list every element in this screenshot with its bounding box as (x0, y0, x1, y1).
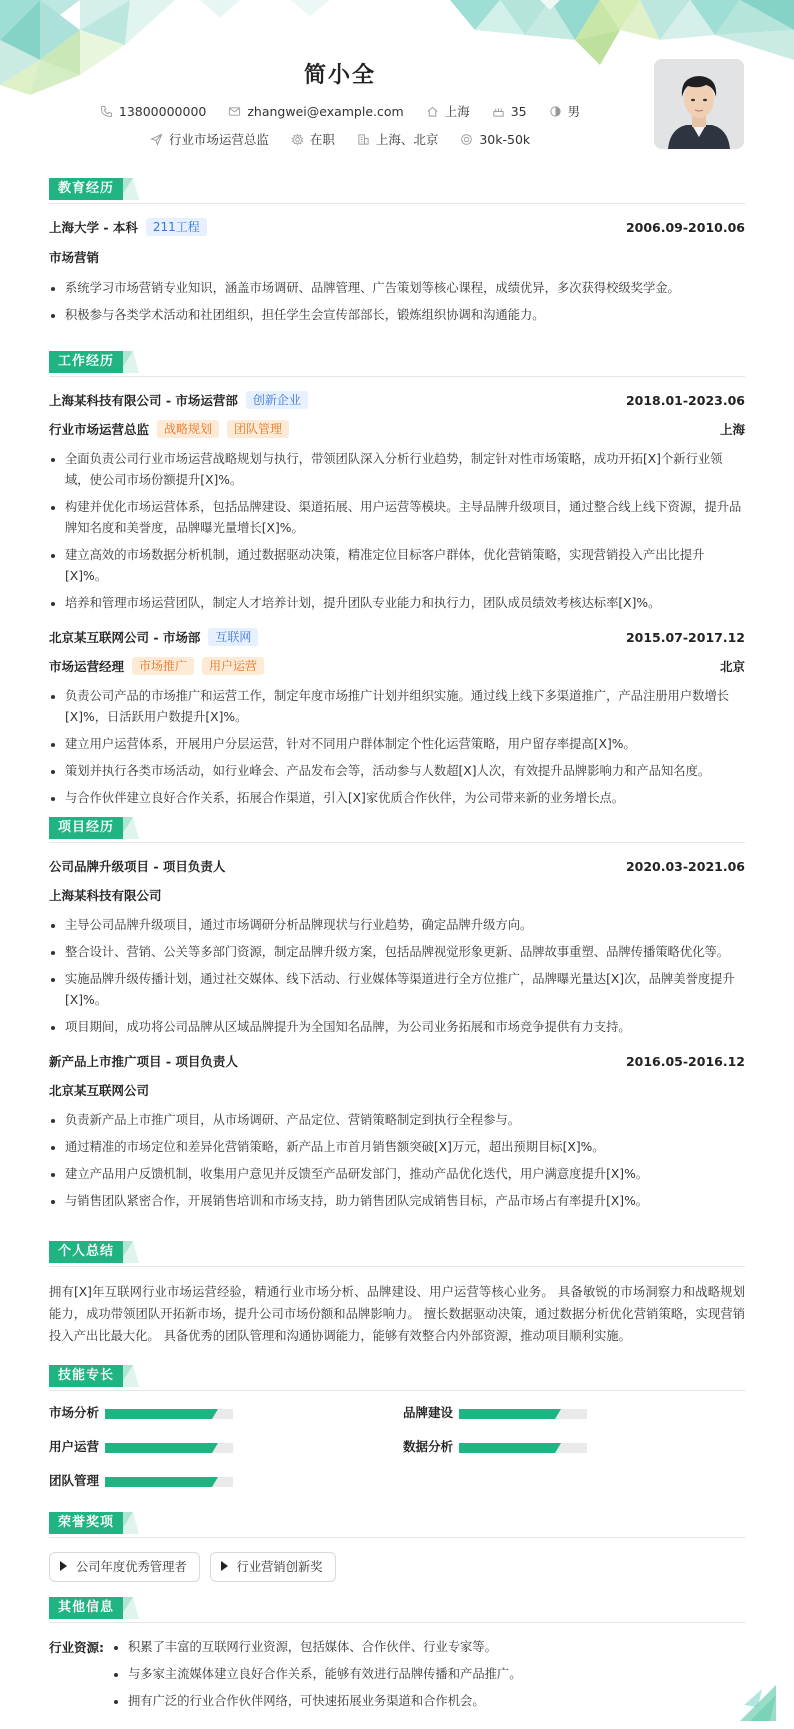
section-title: 项目经历 (49, 817, 123, 839)
project-date: 2020.03-2021.06 (625, 859, 745, 874)
role-tag: 战略规划 (157, 420, 219, 438)
role-row (49, 420, 745, 440)
skill-bar (105, 1443, 233, 1453)
work-location: 北京 (719, 659, 745, 674)
section-header (49, 178, 745, 204)
section-header (49, 1365, 745, 1391)
project-org-row (49, 886, 745, 906)
company-name: 上海某科技有限公司 - 市场运营部 (49, 393, 238, 408)
phone-info (100, 104, 206, 119)
awards-section (49, 1512, 745, 1582)
education-date: 2006.09-2010.06 (625, 220, 745, 235)
other-label: 行业资源: (49, 1640, 104, 1655)
award-name: 行业营销创新奖 (236, 1560, 323, 1574)
major-name: 市场营销 (49, 250, 100, 265)
list-item: 主导公司品牌升级项目，通过市场调研分析品牌现状与行业趋势，确定品牌升级方向。 (49, 915, 745, 936)
other-section (49, 1597, 745, 1707)
work-date: 2015.07-2017.12 (625, 630, 745, 645)
skill-bar (459, 1443, 587, 1453)
awards-list (49, 1552, 745, 1582)
phone-icon (100, 105, 113, 118)
skill-bar-fill (459, 1409, 555, 1419)
company-tag: 创新企业 (246, 391, 308, 409)
skill-bar-tip (212, 1409, 218, 1419)
list-item: 拥有广泛的行业合作伙伴网络，可快速拓展业务渠道和合作机会。 (112, 1691, 742, 1712)
list-item: 积极参与各类学术活动和社团组织，担任学生会宣传部部长，锻炼组织协调和沟通能力。 (49, 305, 745, 326)
work-item (49, 628, 745, 809)
status-text: 在职 (309, 132, 335, 147)
settings-icon (291, 133, 304, 146)
skill-bar (105, 1477, 233, 1487)
section-header (49, 351, 745, 377)
skill-bar-tip (555, 1443, 561, 1453)
section-title-decoration (119, 351, 141, 373)
projects-section (49, 817, 745, 1218)
list-item: 策划并执行各类市场活动，如行业峰会、产品发布会等，活动参与人数超[X]人次，有效提升品牌影响力和产品知名度。 (49, 761, 745, 782)
skill-name: 市场分析 (49, 1405, 100, 1420)
role-tag: 市场推广 (132, 657, 194, 675)
section-title: 荣誉奖项 (49, 1512, 123, 1534)
role-row (49, 657, 745, 677)
company-name: 北京某互联网公司 - 市场部 (49, 630, 201, 645)
other-body (49, 1637, 745, 1721)
skill-item (49, 1403, 99, 1423)
age-text: 35 (510, 104, 527, 119)
role-tag: 用户运营 (202, 657, 264, 675)
education-bullets (49, 278, 745, 326)
section-header (49, 1241, 745, 1267)
section-title-decoration (119, 1597, 141, 1619)
home-icon (426, 105, 439, 118)
list-item: 积累了丰富的互联网行业资源，包括媒体、合作伙伴、行业专家等。 (112, 1637, 742, 1658)
list-item: 负责公司产品的市场推广和运营工作，制定年度市场推广计划并组织实施。通过线上线下多渠道推广，产品注册用户数增长[X]%，日活跃用户数提升[X]%。 (49, 686, 745, 728)
list-item: 全面负责公司行业市场运营战略规划与执行，带领团队深入分析行业趋势，制定针对性市场策略，成功开拓[X]个新行业领域，使公司市场份额提升[X]%。 (49, 449, 745, 491)
skill-bar-fill (105, 1477, 212, 1487)
list-item: 整合设计、营销、公关等多部门资源，制定品牌升级方案，包括品牌视觉形象更新、品牌故事重塑、品牌传播策略优化等。 (49, 942, 745, 963)
work-section (49, 351, 745, 815)
other-bullets (112, 1637, 742, 1718)
contact-row (0, 102, 680, 120)
education-row (49, 218, 745, 238)
skill-bar (459, 1409, 587, 1419)
position-text: 行业市场运营总监 (168, 132, 269, 147)
project-row (49, 1052, 745, 1072)
resume-header (0, 0, 794, 160)
skill-item (403, 1437, 453, 1457)
list-item: 与合作伙伴建立良好合作关系，拓展合作渠道，引入[X]家优质合作伙伴，为公司带来新的业务增长点。 (49, 788, 745, 809)
skill-item (49, 1471, 99, 1491)
skill-bar-tip (212, 1477, 218, 1487)
award-item (49, 1552, 200, 1582)
skill-name: 数据分析 (403, 1439, 454, 1454)
section-title-decoration (119, 1512, 141, 1534)
skill-bar-fill (105, 1409, 212, 1419)
phone-text: 13800000000 (118, 104, 207, 119)
avatar (654, 59, 744, 149)
role-name: 行业市场运营总监 (49, 422, 150, 437)
job-intent-row (0, 130, 680, 148)
section-title-decoration (119, 1365, 141, 1387)
award-name: 公司年度优秀管理者 (76, 1560, 187, 1574)
list-item: 建立产品用户反馈机制，收集用户意见并反馈至产品研发部门，推动产品优化迭代，用户满意度提升[X]%。 (49, 1164, 745, 1185)
section-header (49, 817, 745, 843)
project-item (49, 1052, 745, 1212)
work-bullets (49, 449, 745, 614)
section-title: 工作经历 (49, 351, 123, 373)
project-bullets (49, 915, 745, 1038)
salary-info (460, 132, 530, 147)
company-tag: 互联网 (208, 628, 258, 646)
skill-item (49, 1437, 99, 1457)
skills-section (49, 1365, 745, 1495)
list-item: 实施品牌升级传播计划，通过社交媒体、线下活动、行业媒体等渠道进行全方位推广，品牌曝光量达[X]次，品牌美誉度提升[X]%。 (49, 969, 745, 1011)
city-info (426, 102, 470, 120)
skill-item (403, 1403, 453, 1423)
school-name: 上海大学 - 本科 (49, 220, 138, 235)
play-icon (221, 1561, 228, 1571)
role-tag: 团队管理 (227, 420, 289, 438)
email-text: zhangwei@example.com (247, 104, 404, 119)
section-title: 个人总结 (49, 1241, 123, 1263)
skill-name: 品牌建设 (403, 1405, 454, 1420)
section-header (49, 1597, 745, 1623)
skill-name: 团队管理 (49, 1473, 100, 1488)
work-date: 2018.01-2023.06 (625, 393, 745, 408)
project-org: 北京某互联网公司 (49, 1083, 150, 1098)
list-item: 培养和管理市场运营团队，制定人才培养计划，提升团队专业能力和执行力，团队成员绩效考核达标率[X]%。 (49, 593, 745, 614)
education-section (49, 178, 745, 332)
gender-info (549, 102, 581, 120)
major-row (49, 248, 745, 268)
project-name: 公司品牌升级项目 - 项目负责人 (49, 859, 226, 874)
skill-bar-fill (105, 1443, 212, 1453)
skill-name: 用户运营 (49, 1439, 100, 1454)
project-org: 上海某科技有限公司 (49, 888, 162, 903)
candidate-name: 简小全 (303, 63, 376, 88)
gender-text: 男 (567, 104, 581, 119)
project-bullets (49, 1110, 745, 1212)
project-org-row (49, 1081, 745, 1101)
city-text: 上海 (444, 104, 470, 119)
list-item: 负责新产品上市推广项目，从市场调研、产品定位、营销策略制定到执行全程参与。 (49, 1110, 745, 1131)
section-title-decoration (119, 178, 141, 200)
cake-icon (492, 105, 505, 118)
section-title: 技能专长 (49, 1365, 123, 1387)
section-title-decoration (119, 817, 141, 839)
play-icon (60, 1561, 67, 1571)
company-row (49, 391, 745, 411)
list-item: 与销售团队紧密合作，开展销售培训和市场支持，助力销售团队完成销售目标，产品市场占有率提升[X]%。 (49, 1191, 745, 1212)
project-name: 新产品上市推广项目 - 项目负责人 (49, 1054, 238, 1069)
footer-decoration (740, 1685, 776, 1721)
skill-bar (105, 1409, 233, 1419)
section-title: 其他信息 (49, 1597, 123, 1619)
status-info (291, 130, 335, 148)
salary-text: 30k-50k (479, 132, 531, 147)
summary-section (49, 1241, 745, 1347)
skill-bar-tip (555, 1409, 561, 1419)
list-item: 与多家主流媒体建立良好合作关系，能够有效进行品牌传播和产品推广。 (112, 1664, 742, 1685)
email-info (228, 104, 403, 119)
target-city-info (357, 130, 439, 148)
project-row (49, 857, 745, 877)
target-city-text: 上海、北京 (375, 132, 439, 147)
coin-icon (460, 133, 473, 146)
work-bullets (49, 686, 745, 809)
section-title: 教育经历 (49, 178, 123, 200)
send-icon (150, 133, 163, 146)
project-date: 2016.05-2016.12 (625, 1054, 745, 1069)
portrait-photo (654, 59, 744, 149)
summary-text: 拥有[X]年互联网行业市场运营经验，精通行业市场分析、品牌建设、用户运营等核心业务。 具备敏锐的市场洞察力和战略规划能力，成功带领团队开拓新市场，提升公司市场份额和品牌影响力。 擅长数据驱动决策，通过数据分析优化营销策略，实现营销投入产出比最大化。 具备优秀的团队管理和沟通协调能力，能够有效整合内外部资源，推动项目顺利实施。 (49, 1285, 745, 1343)
project-item (49, 857, 745, 1038)
company-row (49, 628, 745, 648)
mail-icon (228, 105, 241, 118)
list-item: 通过精准的市场定位和差异化营销策略，新产品上市首月销售额突破[X]万元，超出预期目标[X]%。 (49, 1137, 745, 1158)
award-item (210, 1552, 336, 1582)
section-title-decoration (119, 1241, 141, 1263)
list-item: 建立用户运营体系，开展用户分层运营，针对不同用户群体制定个性化运营策略，用户留存率提高[X]%。 (49, 734, 745, 755)
skill-bar-fill (459, 1443, 555, 1453)
work-item (49, 391, 745, 614)
list-item: 项目期间，成功将公司品牌从区域品牌提升为全国知名品牌，为公司业务拓展和市场竞争提供有力支持。 (49, 1017, 745, 1038)
list-item: 系统学习市场营销专业知识，涵盖市场调研、品牌管理、广告策划等核心课程，成绩优异，多次获得校级奖学金。 (49, 278, 745, 299)
school-tag: 211工程 (146, 218, 207, 236)
list-item: 建立高效的市场数据分析机制，通过数据驱动决策，精准定位目标客户群体，优化营销策略，实现营销投入产出比提升[X]%。 (49, 545, 745, 587)
age-info (492, 104, 527, 119)
position-info (150, 130, 269, 148)
section-header (49, 1512, 745, 1538)
gender-icon (549, 105, 562, 118)
list-item: 构建并优化市场运营体系，包括品牌建设、渠道拓展、用户运营等模块。主导品牌升级项目，通过整合线上线下资源，提升品牌知名度和美誉度，品牌曝光量增长[X]%。 (49, 497, 745, 539)
building-icon (357, 133, 370, 146)
skill-bar-tip (212, 1443, 218, 1453)
work-location: 上海 (719, 422, 745, 437)
role-name: 市场运营经理 (49, 659, 125, 674)
